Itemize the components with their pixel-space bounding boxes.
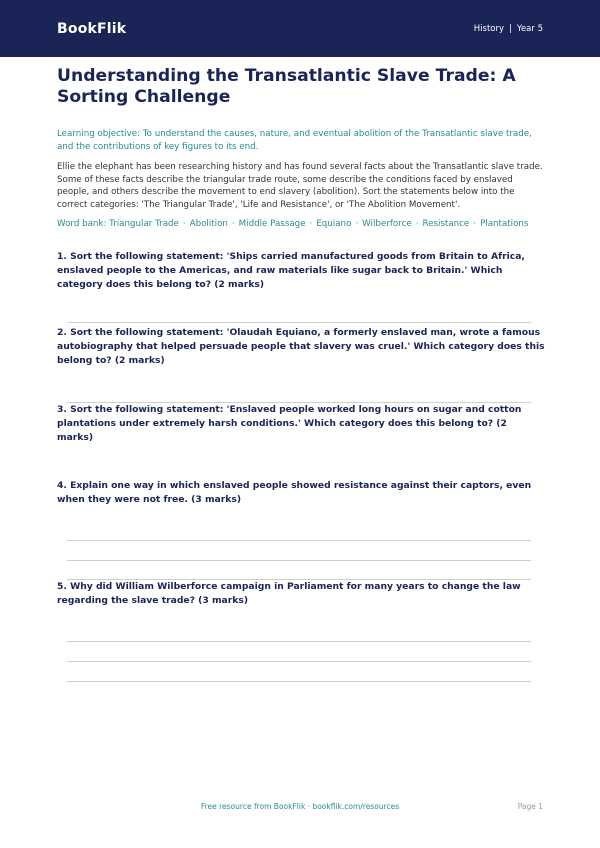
footer-resource-link[interactable]: Free resource from BookFlik · bookflik.com/resources — [200, 802, 400, 811]
question-4: 4. Explain one way in which enslaved people showed resistance against their captors, even when they were not free. (3 marks) — [57, 480, 532, 505]
word-bank-term: Equiano — [316, 219, 352, 229]
page-title: Understanding the Transatlantic Slave Trade: A Sorting Challenge — [57, 66, 516, 107]
breadcrumb-year: Year 5 — [516, 23, 543, 34]
answer-line[interactable] — [67, 661, 531, 662]
answer-line[interactable] — [67, 540, 531, 541]
answer-line[interactable] — [67, 681, 531, 682]
header-bar — [0, 0, 600, 57]
brand-logo[interactable]: BookFlik — [57, 20, 127, 37]
word-bank-term: Triangular Trade — [109, 219, 179, 229]
breadcrumb-separator: | — [509, 23, 512, 34]
page-number: Page 1 — [517, 802, 543, 811]
word-bank: Word bank: Triangular Trade · Abolition · Middle Passage · Equiano · Wilberforce · Resistance · Plantations — [57, 219, 529, 229]
intro-paragraph: Ellie the elephant has been researching history and has found several facts about the Transatlantic slave trade. Some of these facts describe the triangular trade route, some describe the conditions faced by enslaved people, and others describe the movement to end slavery (abolition). Sort the statements below into the correct categories: 'The Triangular Trade', 'Life and Resistance', or 'The Abolition Movement'. — [57, 162, 543, 210]
learning-objective: Learning objective: To understand the causes, nature, and eventual abolition of the Transatlantic slave trade, and the contributions of key figures to its end. — [57, 129, 532, 152]
question-2: 2. Sort the following statement: 'Olaudah Equiano, a formerly enslaved man, wrote a famous autobiography that helped persuade people that slavery was cruel.' Which category does this belong to? (2 marks) — [57, 327, 545, 366]
word-bank-term: Abolition — [189, 219, 228, 229]
answer-line[interactable] — [67, 641, 531, 642]
answer-line[interactable] — [67, 560, 531, 561]
word-bank-term: Middle Passage — [238, 219, 306, 229]
word-bank-label: Word bank: — [57, 219, 107, 229]
breadcrumb — [474, 24, 543, 34]
worksheet-intro — [57, 66, 545, 230]
breadcrumb-subject: History — [473, 23, 505, 34]
word-bank-term: Wilberforce — [362, 219, 412, 229]
word-bank-term: Resistance — [422, 219, 470, 229]
answer-line[interactable] — [67, 322, 531, 323]
word-bank-term: Plantations — [480, 219, 529, 229]
question-5: 5. Why did William Wilberforce campaign in Parliament for many years to change the law regarding the slave trade? (3 marks) — [57, 581, 521, 606]
question-3: 3. Sort the following statement: 'Enslaved people worked long hours on sugar and cotton plantations under extremely harsh conditions.' Which category does this belong to? (2 marks) — [57, 404, 522, 443]
question-1: 1. Sort the following statement: 'Ships carried manufactured goods from Britain to Africa, enslaved people to the Americas, and raw materials like sugar back to Britain.' Which category does this belong to? (2 marks) — [57, 251, 525, 290]
